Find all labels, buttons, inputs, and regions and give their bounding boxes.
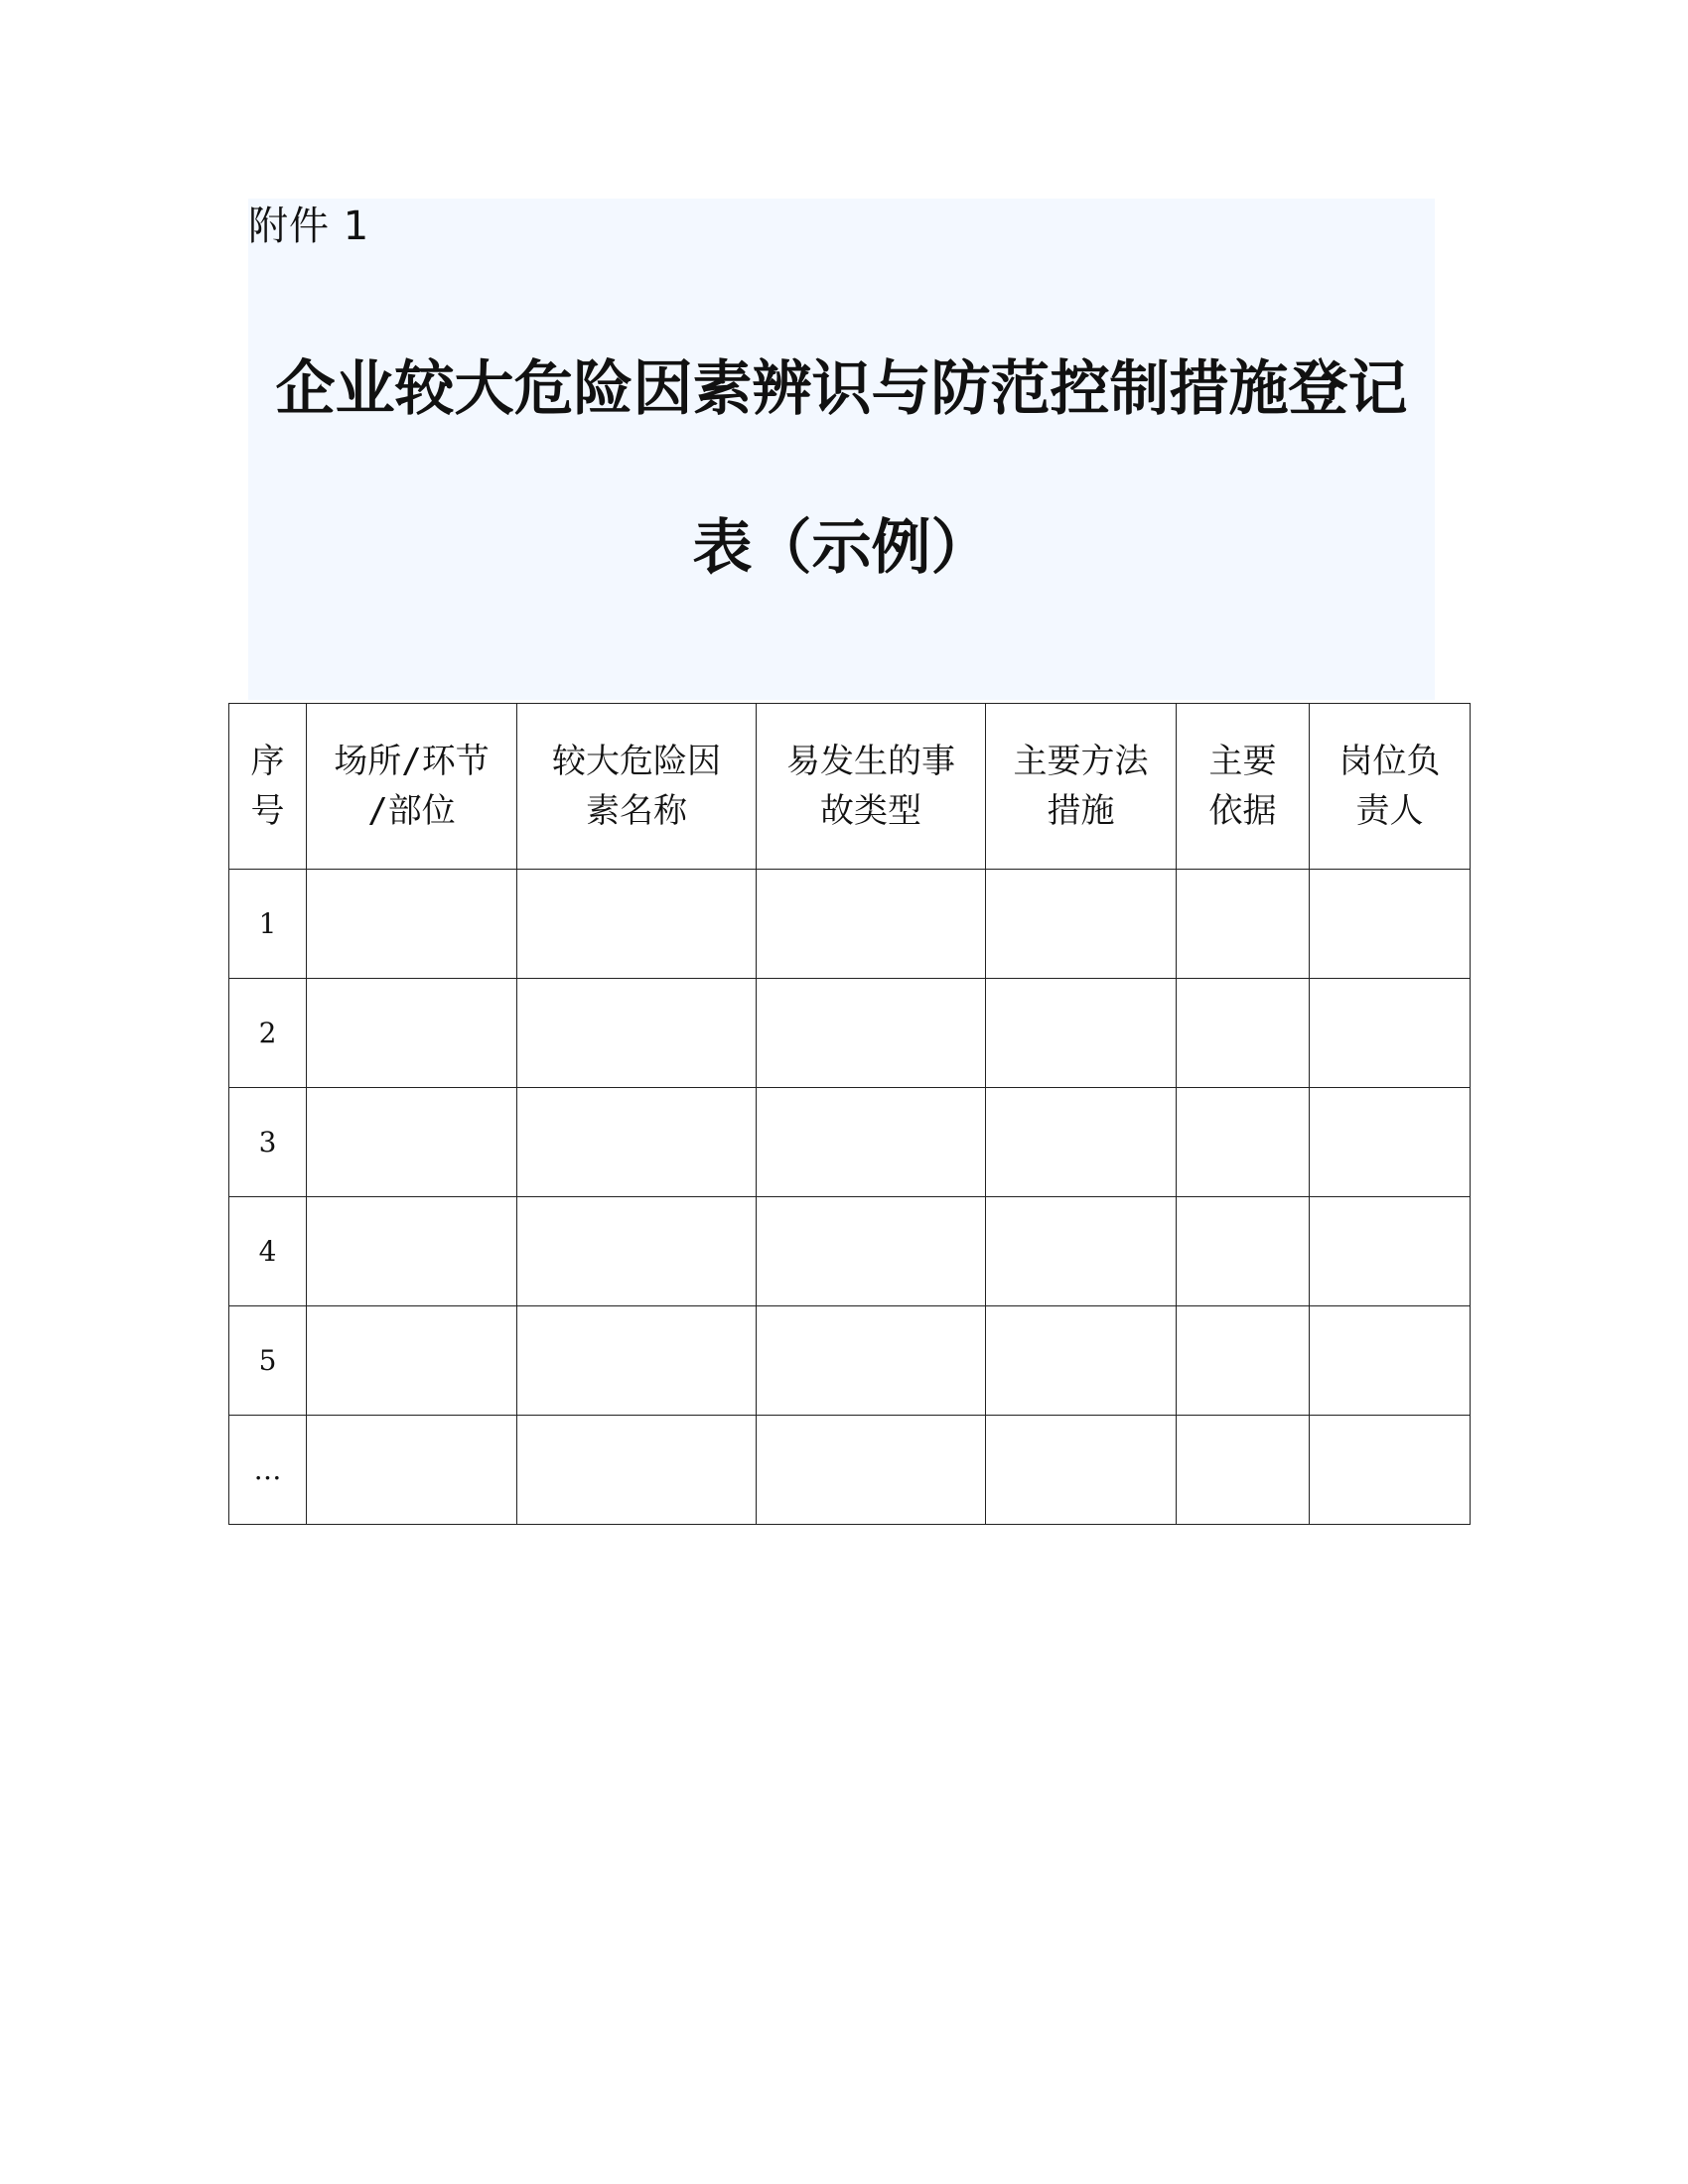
hazard-name-cell — [517, 1306, 757, 1416]
header-text: 故类型 — [820, 791, 921, 831]
sequence-number-cell: 3 — [229, 1088, 307, 1197]
place-cell — [307, 1416, 517, 1525]
responsible-person-cell — [1310, 979, 1471, 1088]
place-cell — [307, 870, 517, 979]
hazard-name-cell — [517, 979, 757, 1088]
attachment-label: 附件 1 — [248, 204, 370, 249]
place-cell — [307, 979, 517, 1088]
table-row — [229, 1306, 1471, 1416]
accident-type-cell — [757, 1197, 986, 1306]
hazard-register-table — [228, 703, 1471, 1525]
basis-cell — [1177, 1416, 1310, 1525]
document-title-line2: 表（示例） — [692, 513, 991, 583]
measures-cell — [986, 1306, 1177, 1416]
measures-cell — [986, 870, 1177, 979]
header-text: 易发生的事 — [786, 742, 955, 781]
accident-type-cell — [757, 979, 986, 1088]
measures-cell — [986, 1416, 1177, 1525]
basis-cell — [1177, 979, 1310, 1088]
measures-cell — [986, 979, 1177, 1088]
table-row — [229, 1197, 1471, 1306]
document-title-line1: 企业较大危险因素辨识与防范控制措施登记 — [275, 354, 1408, 424]
accident-type-cell — [757, 1416, 986, 1525]
hazard-name-cell — [517, 1197, 757, 1306]
responsible-person-cell — [1310, 1088, 1471, 1197]
basis-cell — [1177, 870, 1310, 979]
header-text: 措施 — [1047, 791, 1115, 831]
sequence-number-cell: 5 — [229, 1306, 307, 1416]
sequence-number-cell: 1 — [229, 870, 307, 979]
header-text: 序 — [250, 742, 285, 781]
hazard-name-cell — [517, 870, 757, 979]
header-text: 素名称 — [586, 791, 687, 831]
header-text: 主要方法 — [1013, 742, 1149, 781]
header-responsible-person — [1310, 704, 1471, 870]
header-major-hazard-name — [517, 704, 757, 870]
sequence-number-cell: 2 — [229, 979, 307, 1088]
hazard-name-cell — [517, 1088, 757, 1197]
responsible-person-cell — [1310, 1416, 1471, 1525]
basis-cell — [1177, 1197, 1310, 1306]
accident-type-cell — [757, 1088, 986, 1197]
table-header-row — [229, 704, 1471, 870]
responsible-person-cell — [1310, 1306, 1471, 1416]
header-sequence-number — [229, 704, 307, 870]
place-cell — [307, 1306, 517, 1416]
sequence-number-cell: … — [229, 1416, 307, 1525]
measures-cell — [986, 1088, 1177, 1197]
table-row — [229, 870, 1471, 979]
accident-type-cell — [757, 1306, 986, 1416]
basis-cell — [1177, 1088, 1310, 1197]
header-text: 责人 — [1355, 791, 1424, 831]
header-main-basis — [1177, 704, 1310, 870]
responsible-person-cell — [1310, 1197, 1471, 1306]
accident-type-cell — [757, 870, 986, 979]
hazard-name-cell — [517, 1416, 757, 1525]
measures-cell — [986, 1197, 1177, 1306]
header-main-measures — [986, 704, 1177, 870]
header-text: 主要 — [1208, 742, 1277, 781]
document-header-area — [248, 199, 1435, 700]
basis-cell — [1177, 1306, 1310, 1416]
table-row — [229, 1416, 1471, 1525]
header-text: 岗位负 — [1338, 742, 1441, 781]
table-row — [229, 1088, 1471, 1197]
header-text: 依据 — [1208, 791, 1277, 831]
place-cell — [307, 1197, 517, 1306]
header-accident-type — [757, 704, 986, 870]
header-text: 号 — [250, 791, 285, 831]
header-text: 较大危险因 — [552, 742, 721, 781]
place-cell — [307, 1088, 517, 1197]
header-text: 场所/环节 — [334, 742, 490, 781]
header-text: /部位 — [367, 791, 456, 831]
sequence-number-cell: 4 — [229, 1197, 307, 1306]
responsible-person-cell — [1310, 870, 1471, 979]
header-place-link-part — [307, 704, 517, 870]
table-row — [229, 979, 1471, 1088]
